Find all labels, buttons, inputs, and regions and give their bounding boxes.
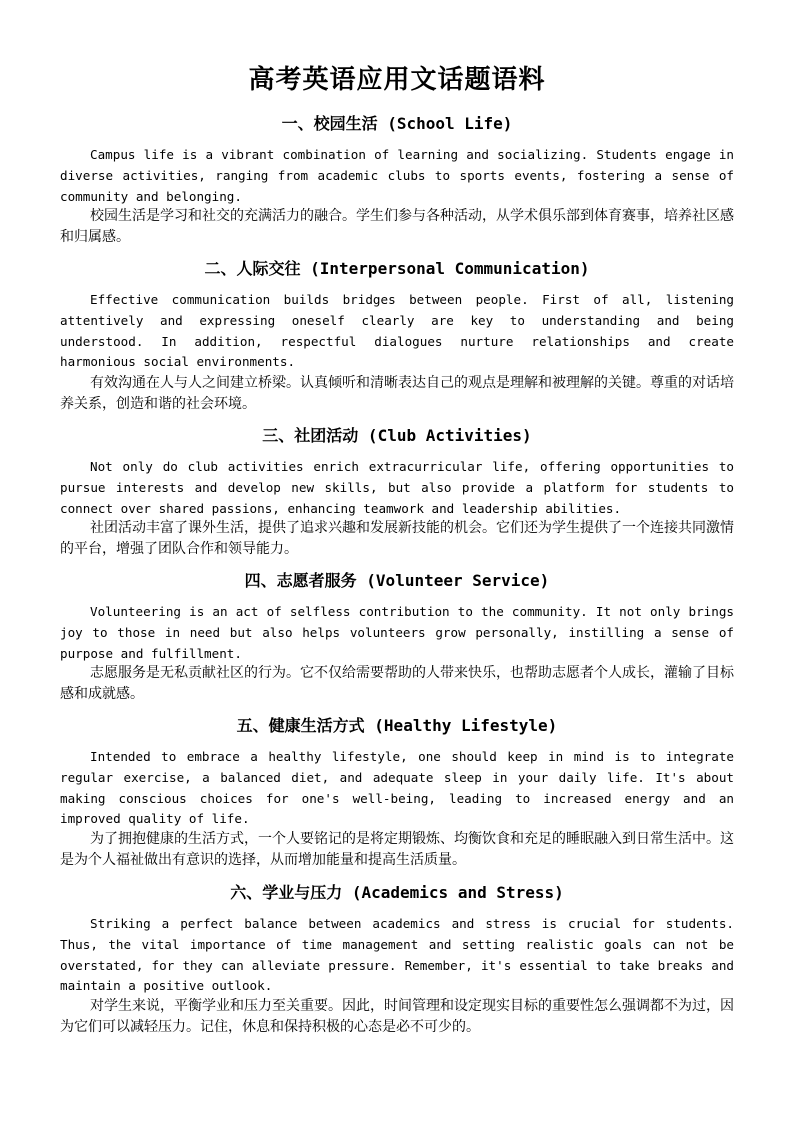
section-paragraph-en: Striking a perfect balance between academics and stress is crucial for students. Thus, the vital importance of time management and setting realistic goals can not be overstated, for they can alleviate pressure. Remember, it's essential to take breaks and maintain a positive outlook. [60, 916, 734, 994]
section-paragraph-zh: 有效沟通在人与人之间建立桥梁。认真倾听和清晰表达自己的观点是理解和被理解的关键。尊重的对话培养关系，创造和谐的社会环境。 [60, 375, 734, 412]
section-paragraph-en: Volunteering is an act of selfless contribution to the community. It not only brings joy to those in need but also helps volunteers grow personally, instilling a sense of purpose and fulfillment. [60, 604, 734, 661]
section-paragraph-en: Not only do club activities enrich extracurricular life, offering opportunities to pursue interests and develop new skills, but also provide a platform for students to connect over shared passions, enhancing teamwork and leadership abilities. [60, 459, 734, 516]
section-paragraph-zh: 志愿服务是无私贡献社区的行为。它不仅给需要帮助的人带来快乐，也帮助志愿者个人成长，灌输了目标感和成就感。 [60, 665, 734, 702]
section-heading-academics-and-stress: 六、学业与压力 (Academics and Stress) [230, 883, 564, 902]
section-paragraph-zh: 社团活动丰富了课外生活，提供了追求兴趣和发展新技能的机会。它们还为学生提供了一个连接共同激情的平台，增强了团队合作和领导能力。 [60, 520, 734, 557]
section-paragraph-en: Effective communication builds bridges between people. First of all, listening attentively and expressing oneself clearly are key to understanding and being understood. In addition, respectful dialogues nurture relationships and create harmonious social environments. [60, 292, 734, 370]
page-title: 高考英语应用文话题语料 [248, 65, 546, 95]
section-paragraph-zh: 对学生来说，平衡学业和压力至关重要。因此，时间管理和设定现实目标的重要性怎么强调都不为过，因为它们可以减轻压力。记住，休息和保持积极的心态是必不可少的。 [60, 998, 734, 1035]
section-paragraph-zh: 为了拥抱健康的生活方式，一个人要铭记的是将定期锻炼、均衡饮食和充足的睡眠融入到日常生活中。这是为个人福祉做出有意识的选择，从而增加能量和提高生活质量。 [60, 831, 734, 868]
section-heading-school-life: 一、校园生活 (School Life) [281, 114, 513, 133]
section-paragraph-en: Intended to embrace a healthy lifestyle, one should keep in mind is to integrate regular exercise, a balanced diet, and adequate sleep in your daily life. It's about making conscious choices for one's well-being, leading to increased energy and an improved quality of life. [60, 749, 734, 827]
section-heading-healthy-lifestyle: 五、健康生活方式 (Healthy Lifestyle) [236, 716, 558, 735]
section-paragraph-zh: 校园生活是学习和社交的充满活力的融合。学生们参与各种活动，从学术俱乐部到体育赛事，培养社区感和归属感。 [60, 208, 734, 245]
section-paragraph-en: Campus life is a vibrant combination of learning and socializing. Students engage in diverse activities, ranging from academic clubs to sports events, fostering a sense of community and belonging. [60, 147, 734, 204]
section-heading-volunteer-service: 四、志愿者服务 (Volunteer Service) [244, 571, 550, 590]
section-heading-club-activities: 三、社团活动 (Club Activities) [262, 426, 532, 445]
section-heading-interpersonal-communication: 二、人际交往 (Interpersonal Communication) [204, 259, 590, 278]
